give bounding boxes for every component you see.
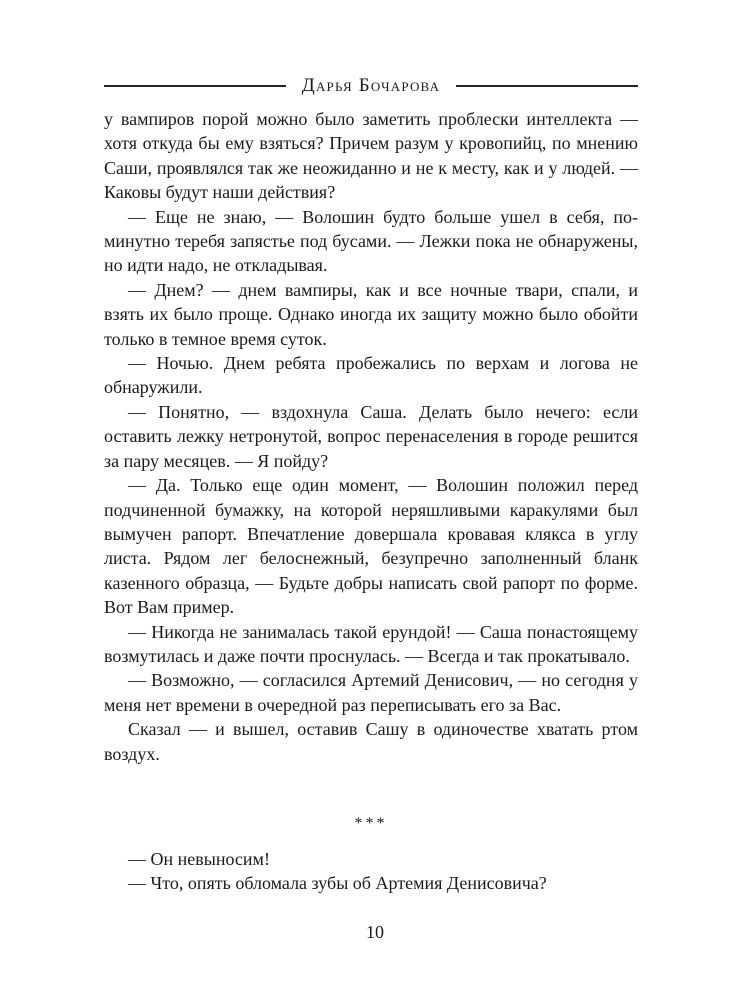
continuation-text xyxy=(104,847,638,896)
paragraph-10: — Он невыносим! xyxy=(128,849,270,869)
author-name: Дарья Бочарова xyxy=(301,75,441,96)
running-header xyxy=(104,72,638,100)
header-rule-left xyxy=(104,85,286,87)
paragraph-3: — Днем? — днем вампиры, как и все ночные твари, спали, и взять их было проще. Однако иногда их защиту можно было обойти только в темное время суток. xyxy=(104,279,638,349)
header-rule-right xyxy=(456,85,638,87)
paragraph-2: — Еще не знаю, — Волошин будто больше ушел в себя, поминутно теребя запястье под бусами. — Лежки пока не обнаружены, но идти надо, не откладывая. xyxy=(104,206,638,276)
paragraph-7: — Никогда не занималась такой ерундой! — Саша понастоящему возмутилась и даже почти проснулась. — Всегда и так прокатывало. xyxy=(104,621,638,666)
paragraph-11: — Что, опять обломала зубы об Артемия Денисовича? xyxy=(128,873,547,894)
paragraph-9: Сказал — и вышел, оставив Сашу в одиночестве хватать ртом воздух. xyxy=(104,719,638,764)
scene-separator: *** xyxy=(354,815,388,832)
main-text xyxy=(104,107,638,766)
paragraph-4: — Ночью. Днем ребята пробежались по верхам и логова не обнаружили. xyxy=(104,353,638,398)
paragraph-8: — Возможно, — согласился Артемий Денисович, — но сегодня у меня нет времени в очередной раз переписывать его за Вас. xyxy=(104,670,638,715)
paragraph-5: — Понятно, — вздохнула Саша. Делать было нечего: если оставить лежку нетронутой, вопрос перенаселения в городе решится за пару месяцев. — Я пойду? xyxy=(104,401,638,471)
paragraph-1: у вампиров порой можно было заметить проблески интеллекта — хотя откуда бы ему взяться? Причем разум у кровопийц, по мнению Саши, проявлялся так же неожиданно и не к месту, как и у людей. — Каковы будут наши действия? xyxy=(104,109,638,203)
paragraph-6: — Да. Только еще один момент, — Волошин положил перед подчиненной бумажку, на которой неряшливыми каракулями был вымучен рапорт. Впечатление довершала кровавая клякса в углу листа. Рядом лег белоснежный, безупречно заполненный бланк казенного образца, — Будьте добры написать свой рапорт по форме. Вот Вам пример. xyxy=(104,475,638,618)
page-number: 10 xyxy=(366,922,384,942)
